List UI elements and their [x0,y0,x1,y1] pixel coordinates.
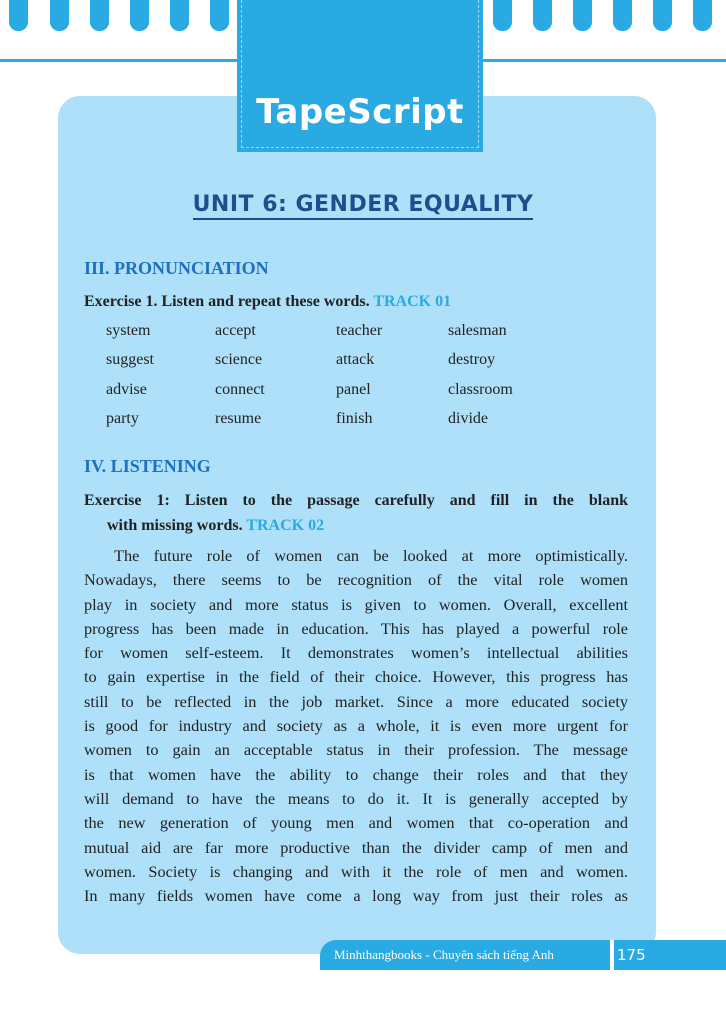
pronunciation-heading: III. PRONUNCIATION [84,258,269,278]
header-title: TapeScript [256,92,464,132]
pronunciation-exercise [84,293,451,311]
word-cell: advise [106,380,147,398]
binder-tab [210,0,229,31]
word-cell: destroy [448,351,496,369]
header-rule-right [483,59,726,62]
binder-tab [130,0,149,31]
unit-title-text: UNIT 6: GENDER EQUALITY [193,192,534,220]
binder-tab [613,0,632,31]
page-separator [610,940,614,970]
passage-line: women to gain an acceptable status in their profession. The message [84,740,628,760]
passage-line: play in society and more status is given to women. Overall, excellent [84,594,628,614]
unit-title [0,192,726,217]
word-cell: accept [215,322,256,339]
passage-line: will demand to have the means to do it. It is generally accepted by [84,788,628,808]
word-cell: system [106,322,151,339]
track-02-label: TRACK 02 [246,517,325,534]
binder-tab [653,0,672,31]
passage [84,544,628,908]
passage-line: women. Society is changing and with it the role of men and women. [84,861,628,881]
page-number: 175 [617,946,646,964]
binder-tab [573,0,592,31]
passage-line: mutual aid are far more productive than the divider camp of men and [84,837,628,857]
word-cell: classroom [448,380,513,398]
publisher-label: Minhthangbooks - Chuyên sách tiếng Anh [334,947,554,962]
binder-tab [533,0,552,31]
passage-line: still to be reflected in the job market. Since a more educated society [84,691,628,711]
passage-line: to gain expertise in the field of their choice. However, this progress has [84,667,628,687]
listening-exercise [84,488,628,538]
listening-exercise-line2-text: with missing words. [107,517,243,534]
word-cell: teacher [336,322,383,339]
passage-line: progress has been made in education. This has played a powerful role [84,618,628,638]
listening-exercise-line1: Exercise 1: Listen to the passage carefully and fill in the blank [84,492,628,509]
word-cell: science [215,351,263,369]
header-rule-left [0,59,237,62]
listening-heading: IV. LISTENING [84,456,211,476]
word-cell: attack [336,351,375,369]
pronunciation-exercise-label: Exercise 1. Listen and repeat these words. [84,293,370,310]
passage-line: is that women have the ability to change their roles and that they [84,764,628,784]
word-cell: salesman [448,322,507,339]
passage-line: Nowadays, there seems to be recognition of the vital role women [84,570,628,590]
binder-tab [693,0,712,31]
word-cell: suggest [106,351,154,369]
word-cell: connect [215,380,265,398]
word-cell: finish [336,409,373,427]
binder-tab [50,0,69,31]
word-cell: divide [448,409,488,427]
binder-tab [9,0,28,31]
passage-line: is good for industry and society as a whole, it is even more urgent for [84,716,628,736]
word-cell: party [106,409,139,427]
track-01-label: TRACK 01 [373,293,452,310]
word-cell: resume [215,409,262,427]
passage-line: the new generation of young men and women that co-operation and [84,813,628,833]
binder-tab [493,0,512,31]
passage-line: The future role of women can be looked at more optimistically. [114,546,628,565]
passage-line: for women self-esteem. It demonstrates women’s intellectual abilities [84,643,628,663]
binder-tab [90,0,109,31]
page-footer [320,940,726,970]
passage-line: In many fields women have come a long way from just their roles as [84,886,628,906]
tapescript-header [237,0,483,152]
listening-exercise-line2 [84,513,628,538]
word-cell: panel [336,380,371,398]
binder-tab [170,0,189,31]
